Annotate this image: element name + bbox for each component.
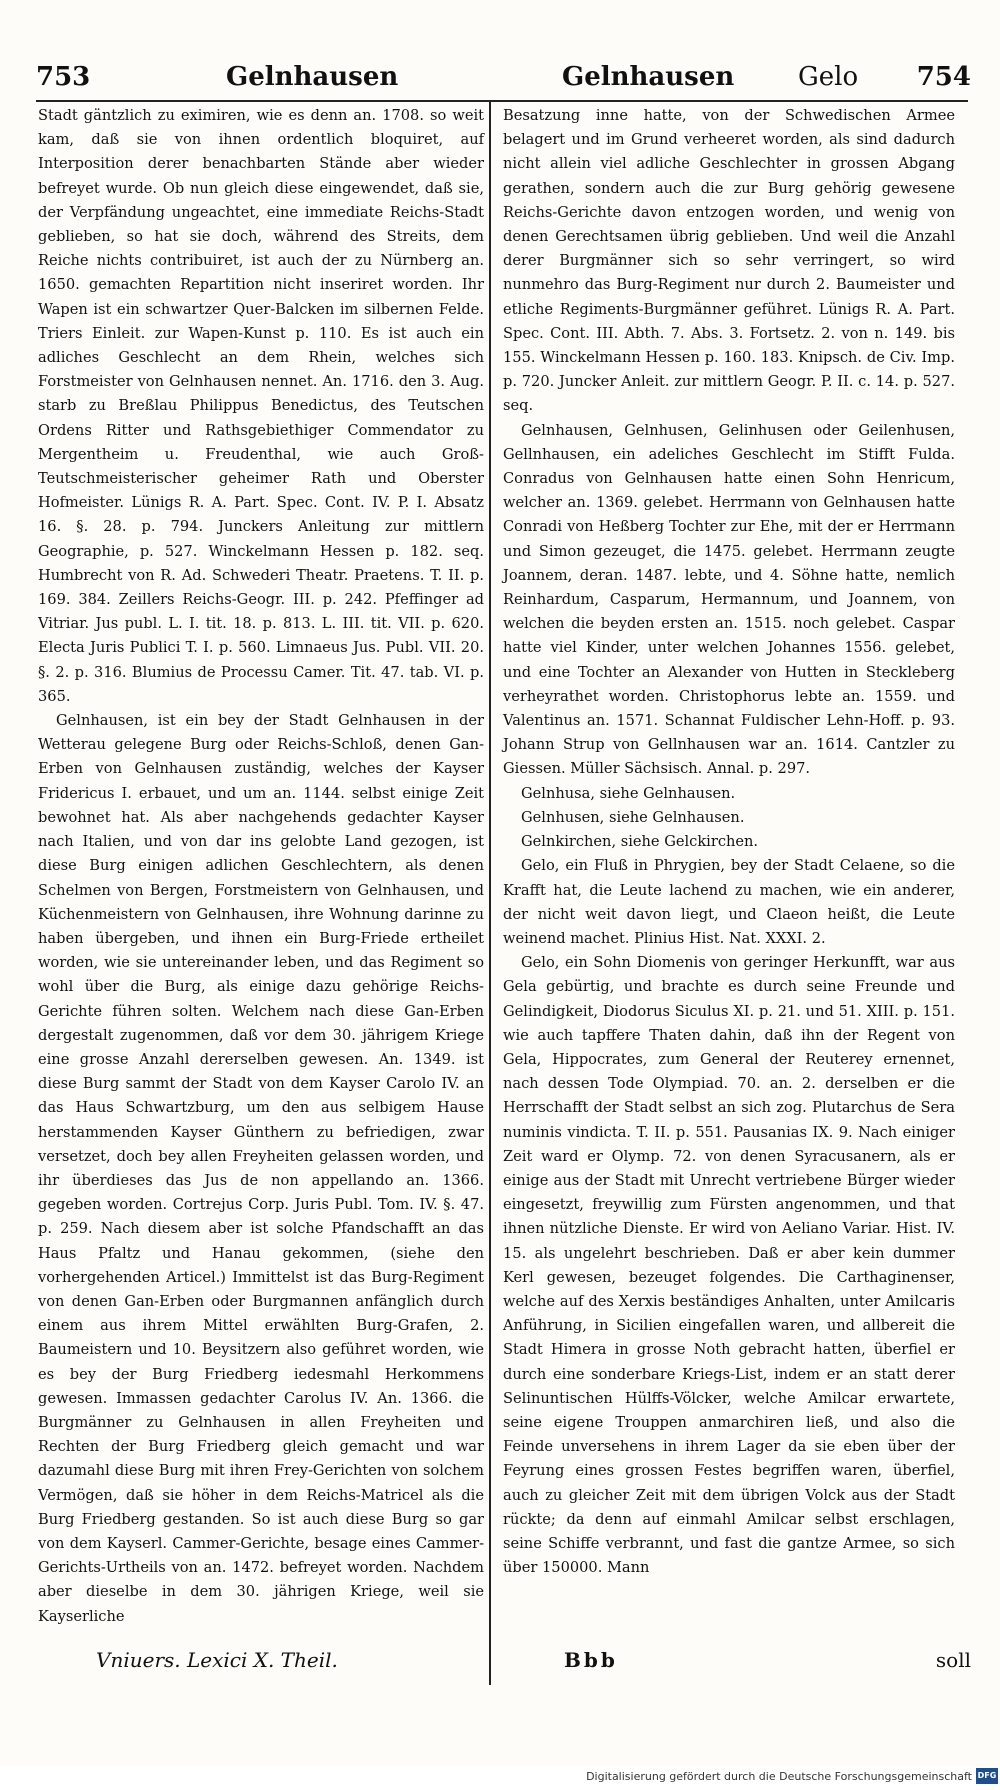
left-column [38,104,484,1629]
header-rule [36,100,968,102]
page-number-left: 753 [36,62,91,92]
catchword: soll [935,1648,971,1672]
signature-mark: Bbb [564,1648,618,1672]
page-number-right: 754 [916,62,971,92]
continued-paragraph: Besatzung inne hatte, von der Schwedischen Armee belagert und im Grund verheeret worden, als sind dadurch nicht allein viel adliche Geschlechter in grossen Abgang gerathen, sondern auch die zur Burg gehörig gewesene Reichs-Gerichte davon entzogen worden, und wenig von denen Gerechtsamen übrig geblieben. Und weil die Anzahl derer Burgmänner sich so sehr verringert, so wird nunmehro das Burg-Regiment nur durch 2. Baumeister und etliche Regiments-Burgmänner geführet. Lünigs R. A. Part. Spec. Cont. III. Abth. 7. Abs. 3. Fortsetz. 2. von n. 149. bis 155. Winckelmann Hessen p. 160. 183. Knipsch. de Civ. Imp. p. 720. Juncker Anleit. zur mittlern Geogr. P. II. c. 14. p. 527. seq. [503,107,955,415]
right-column [503,104,955,1580]
lexicon-entry: Gelnhausen, Gelnhusen, Gelinhusen oder Geilenhusen, Gellnhausen, ein adeliches Geschlecht im Stifft Fulda. Conradus von Gelnhausen hatte einen Sohn Henricum, welcher an. 1369. gelebet. Herrmann von Gelnhausen hatte Conradi von Heßberg Tochter zur Ehe, mit der er Herrmann und Simon gezeuget, die 1475. gelebet. Herrmann zeugte Joannem, deran. 1487. lebte, und 4. Söhne hatte, nemlich Reinhardum, Casparum, Hermannum, und Joannem, von welchen die beyden ersten an. 1515. noch gelebet. Caspar hatte viel Kinder, unter welchen Johannes 1556. gelebet, und eine Tochter an Alexander von Hutten in Steckleberg verheyrathet worden. Christophorus lebte an. 1559. und Valentinus an. 1571. Schannat Fuldischer Lehn-Hoff. p. 93. Johann Strup von Gellnhausen war an. 1614. Cantzler zu Giessen. Müller Sächsisch. Annal. p. 297. [503,421,955,778]
lexicon-entry: Gelnhusen, siehe Gelnhausen. [521,808,745,826]
lexicon-entry: Gelo, ein Fluß in Phrygien, bey der Stadt Celaene, so die Krafft hat, die Leute lachend zu machen, wie ein anderer, der nicht weit davon liegt, und Claeon heißt, die Leute weinend machet. Plinius Hist. Nat. XXXI. 2. [503,857,955,947]
headword-right: Gelnhausen [562,62,735,92]
digitization-credit: Digitalisierung gefördert durch die Deutsche Forschungsgemeinschaft [586,1770,972,1783]
column-divider [489,100,491,1685]
continued-paragraph: Stadt gäntzlich zu eximiren, wie es denn an. 1708. so weit kam, daß sie von ihnen ordentlich bloquiret, auf Interposition derer benachbarten Stände aber wieder befreyet wurde. Ob nun gleich diese eingewendet, daß sie, der Verpfändung ungeachtet, eine immediate Reichs-Stadt geblieben, so hat sie doch, während des Streits, dem Reiche nichts contribuiret, ist auch der zu Nürnberg an. 1650. gemachten Repartition nicht inseriret worden. Ihr Wapen ist ein schwartzer Quer-Balcken im silbernen Felde. Triers Einleit. zur Wapen-Kunst p. 110. Es ist auch ein adliches Geschlecht an dem Rhein, welches sich Forstmeister von Gelnhausen nennet. An. 1716. den 3. Aug. starb zu Breßlau Philippus Benedictus, des Teutschen Ordens Ritter und Rathsgebiethiger Commendator zu Mergentheim u. Freudenthal, wie auch Groß-Teutschmeisterischer geheimer Rath und Oberster Hofmeister. Lünigs R. A. Part. Spec. Cont. IV. P. I. Absatz 16. §. 28. p. 794. Junckers Anleitung zur mittlern Geographie, p. 527. Winckelmann Hessen p. 182. seq. Humbrecht von R. Ad. Schwederi Theatr. Praetens. T. II. p. 169. 384. Zeillers Reichs-Geogr. III. p. 242. Pfeffinger ad Vitriar. Jus publ. L. I. tit. 18. p. 813. L. III. tit. VII. p. 620. Electa Juris Publici T. I. p. 560. Limnaeus Jus. Publ. VII. 20. §. 2. p. 316. Blumius de Processu Camer. Tit. 47. tab. VI. p. 365. [38,107,484,705]
lexicon-entry: Gelnhusa, siehe Gelnhausen. [521,784,736,802]
dfg-logo: DFG [976,1768,998,1784]
lexicon-entry: Gelo, ein Sohn Diomenis von geringer Herkunfft, war aus Gela gebürtig, und brachte es durch seine Freunde und Gelindigkeit, Diodorus Siculus XI. p. 21. und 51. XIII. p. 151. wie auch tapffere Thaten dahin, daß ihn der Regent von Gela, Hippocrates, zum General der Reuterey ernennet, nach dessen Tode Olympiad. 70. an. 2. derselben er die Herrschafft der Stadt selbst an sich zog. Plutarchus de Sera numinis vindicta. T. II. p. 551. Pausanias IX. 9. Nach einiger Zeit ward er Olymp. 72. von denen Syracusanern, als er einige aus der Stadt mit Unrecht vertriebene Bürger wieder eingesetzt, freywillig zum Fürsten angenommen, und that ihnen nützliche Dienste. Er wird von Aeliano Variar. Hist. IV. 15. als ungelehrt beschrieben. Daß er aber kein dummer Kerl gewesen, bezeuget folgendes. Die Carthaginenser, welche auf des Xerxis beständiges Anhalten, unter Amilcaris Anführung, in Sicilien eingefallen waren, und allbereit die Stadt Himera in grosse Noth gebracht hatten, überfiel er durch eine sonderbare Kriegs-List, indem er an statt derer Selinuntischen Hülffs-Völcker, welche Amilcar erwartete, seine eigene Trouppen anmarchiren ließ, und also die Feinde unversehens in ihrem Lager da sie eben über der Feyrung eines grossen Festes begriffen waren, überfiel, auch zu gleicher Zeit mit dem übrigen Volck aus der Stadt rückte; da denn auf einmahl Amilcar selbst erschlagen, seine Schiffe verbrannt, und fast die gantze Armee, so sich über 150000. Mann [503,954,955,1577]
headword-left: Gelnhausen [226,62,399,92]
lexicon-entry: Gelnkirchen, siehe Gelckirchen. [521,833,759,851]
lexicon-entry: Gelnhausen, ist ein bey der Stadt Gelnhausen in der Wetterau gelegene Burg oder Reichs-Schloß, denen Gan-Erben von Gelnhausen zuständig, welches der Kayser Fridericus I. erbauet, und um an. 1144. selbst einige Zeit bewohnet hat. Als aber nachgehends gedachter Kayser nach Italien, und von dar ins gelobte Land gezogen, ist diese Burg einigen adlichen Geschlechtern, als denen Schelmen von Bergen, Forstmeistern von Gelnhausen, und Küchenmeistern von Gelnhausen, ihre Wohnung darinne zu haben übergeben, und ihnen ein Burg-Friede ertheilet worden, wie sie untereinander leben, und das Regiment so wohl über die Burg, als einige dazu gehörige Reichs-Gerichte führen solten. Welchem nach diese Gan-Erben dergestalt zugenommen, daß vor dem 30. jährigem Kriege eine grosse Anzahl dererselben gewesen. An. 1349. ist diese Burg sammt der Stadt von dem Kayser Carolo IV. an das Haus Schwartzburg, um den aus selbigem Hause herstammenden Kayser Günthern zu befriedigen, zwar versetzet, doch bey allen Freyheiten gelassen worden, und ihr überdieses das Jus de non appellando an. 1366. gegeben worden. Cortrejus Corp. Juris Publ. Tom. IV. §. 47. p. 259. Nach diesem aber ist solche Pfandschafft an das Haus Pfaltz und Hanau gekommen, (siehe den vorhergehenden Articel.) Immittelst ist das Burg-Regiment von denen Gan-Erben oder Burgmannen anfänglich durch einem aus ihrem Mittel erwählten Burg-Grafen, 2. Baumeistern und 10. Beysitzern also geführet worden, wie es bey der Burg Friedberg iedesmahl Herkommens gewesen. Immassen gedachter Carolus IV. An. 1366. die Burgmänner zu Gelnhausen in allen Freyheiten und Rechten der Burg Friedberg gleich gemacht und war dazumahl diese Burg mit ihren Frey-Gerichten von solchem Vermögen, daß sie höher in dem Reichs-Matricel als die Burg Friedberg gestanden. So ist auch diese Burg so gar von dem Kayserl. Cammer-Gerichte, besage eines Cammer-Gerichts-Urtheils von an. 1472. befreyet worden. Nachdem aber dieselbe in dem 30. jährigen Kriege, weil sie Kayserliche [38,712,484,1625]
headword-right-second: Gelo [798,62,859,92]
running-header [36,62,971,102]
signature-line: Vniuers. Lexici X. Theil. [96,1648,338,1672]
page-footer [36,1648,971,1684]
